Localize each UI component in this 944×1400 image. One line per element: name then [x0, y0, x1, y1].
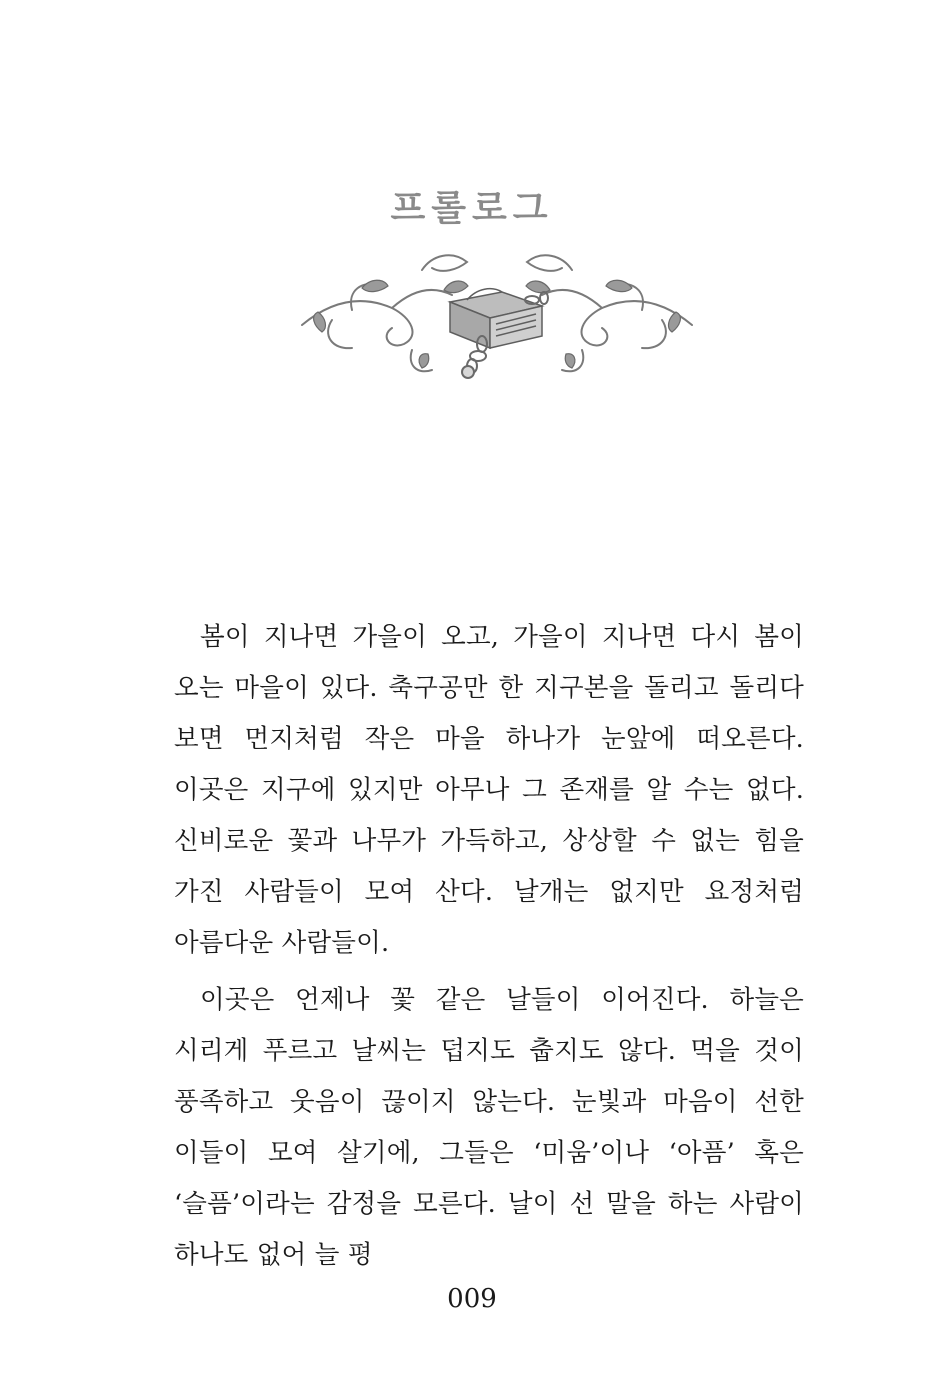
- chapter-title: 프롤로그: [390, 188, 554, 229]
- vine-chain-book-ornament-icon: [292, 240, 702, 380]
- paragraph: 봄이 지나면 가을이 오고, 가을이 지나면 다시 봄이 오는 마을이 있다. 축구공만 한 지구본을 돌리고 돌리다 보면 먼지처럼 작은 마을 하나가 눈앞에 떠오른다. 이곳은 지구에 있지만 아무나 그 존재를 알 수는 없다. 신비로운 꽃과 나무가 가득하고, 상상할 수 없는 힘을 가진 사람들이 모여 산다. 날개는 없지만 요정처럼 아름다운 사람들이.: [174, 622, 804, 958]
- page-number: 009: [447, 1284, 497, 1314]
- prologue-body: [174, 612, 804, 1287]
- paragraph: 이곳은 언제나 꽃 같은 날들이 이어진다. 하늘은 시리게 푸르고 날씨는 덥지도 춥지도 않다. 먹을 것이 풍족하고 웃음이 끊이지 않는다. 눈빛과 마음이 선한 이들이 모여 살기에, 그들은 ‘미움’이나 ‘아픔’ 혹은 ‘슬픔’이라는 감정을 모른다. 날이 선 말을 하는 사람이 하나도 없어 늘 평: [174, 985, 804, 1270]
